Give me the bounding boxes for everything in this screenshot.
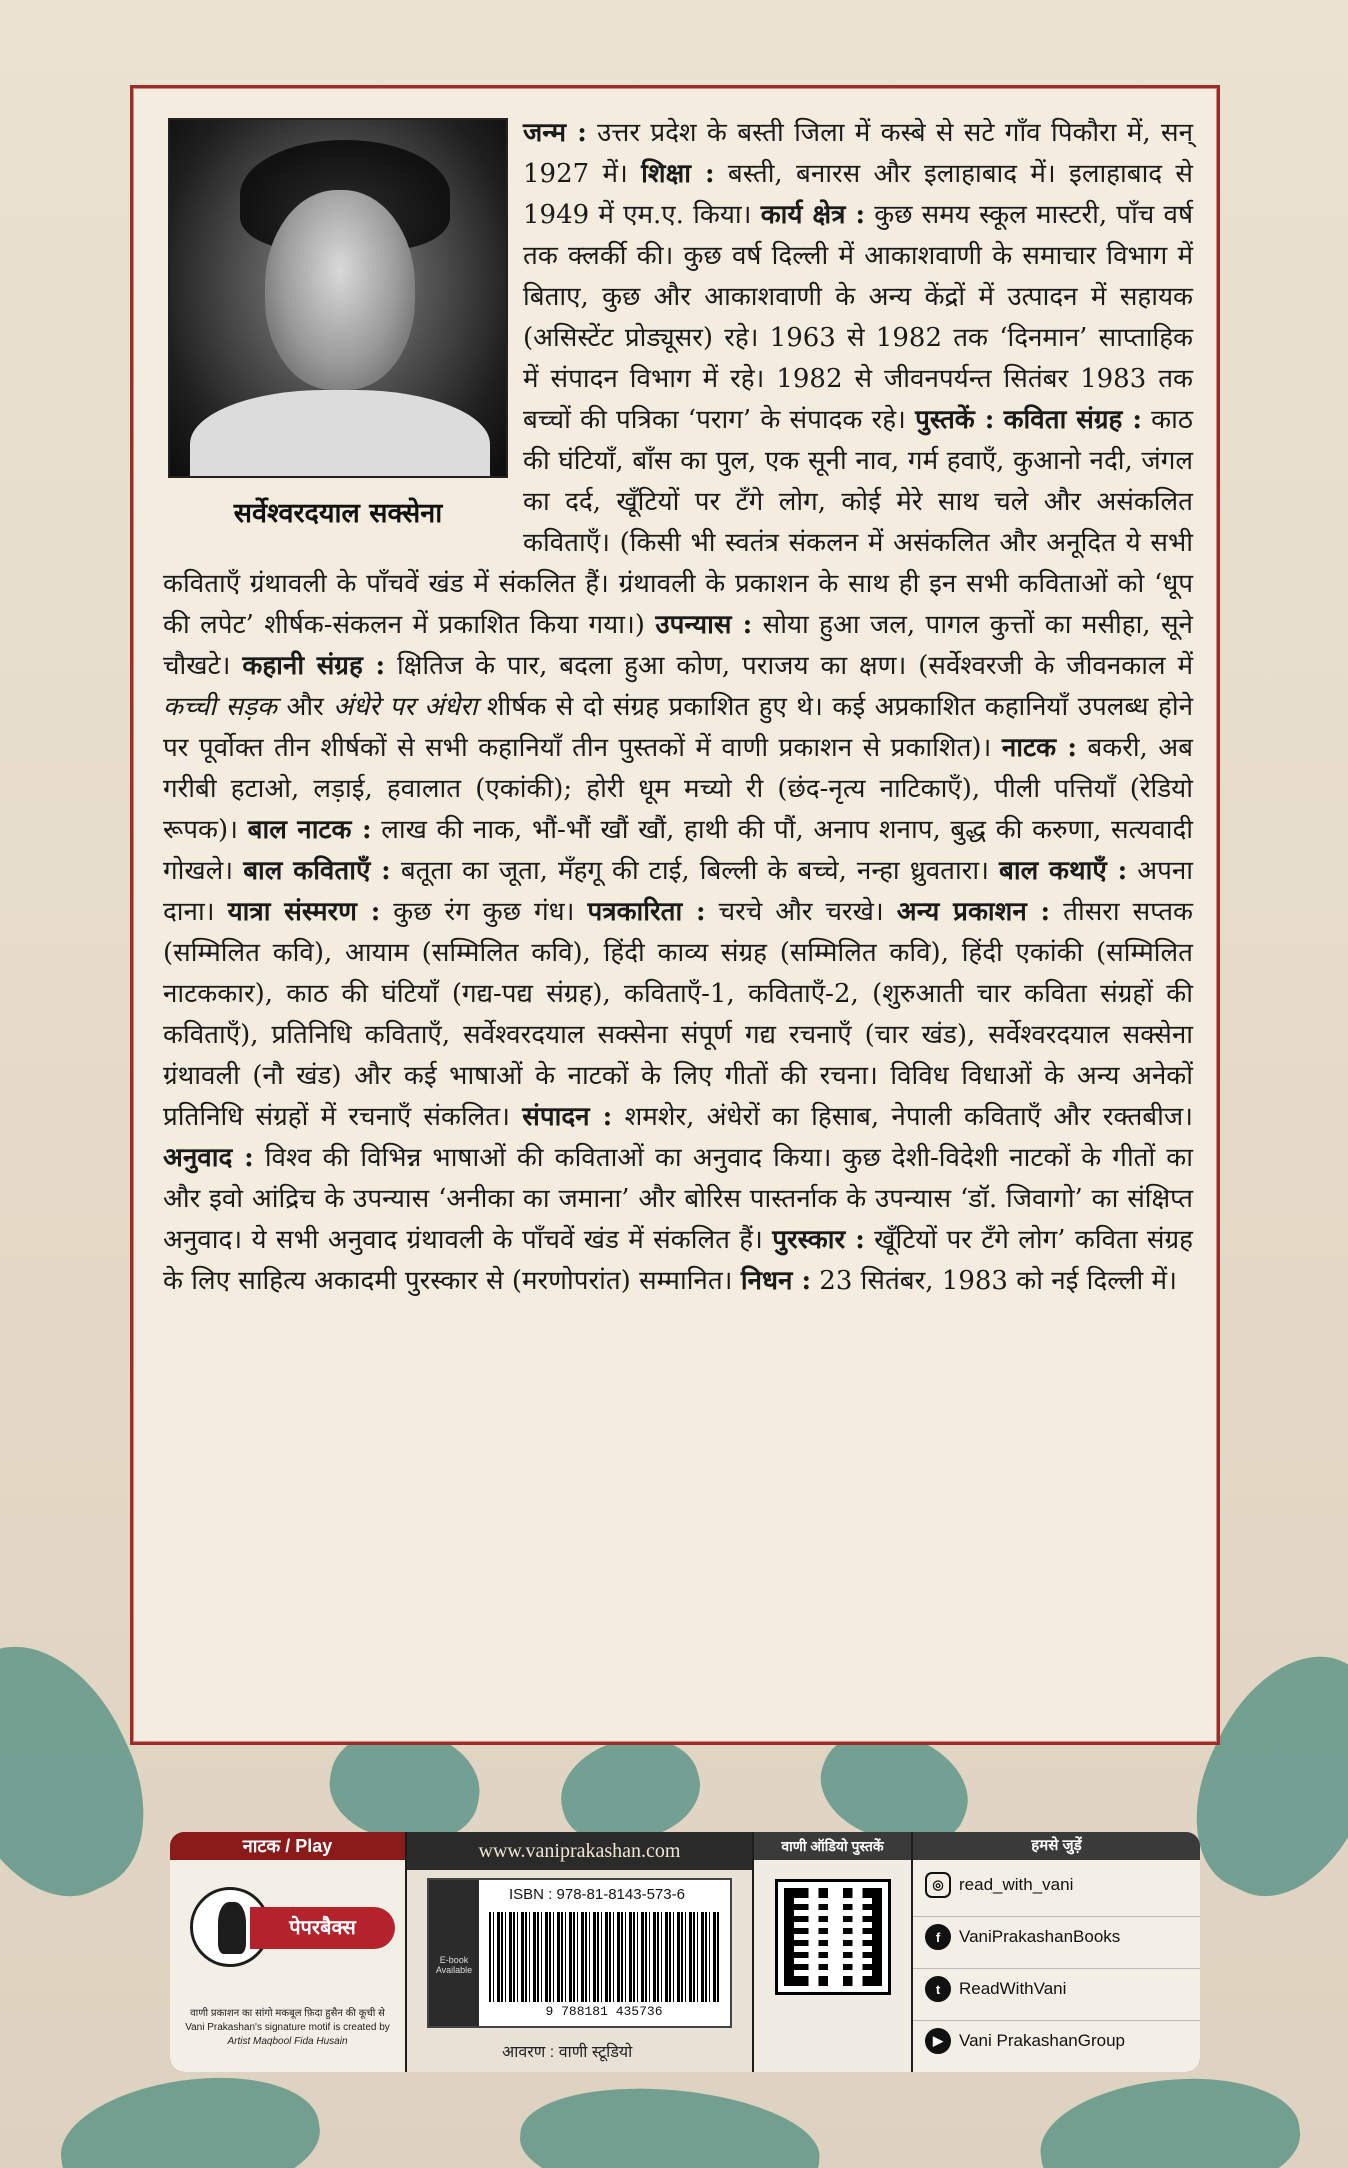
label-story: कहानी संग्रह : [242,651,386,681]
poetry-text: काठ की घंटियाँ, बाँस का पुल, एक सूनी नाव, गर्म हवाएँ, कुआनो नदी, जंगल का दर्द, खूँटियों पर टँगे लोग, कोई मेरे साथ चले और असंकलित कविताएँ। (किसी भी स्वतंत्र संकलन में असंकलित और अनूदित ये सभी कविताएँ ग्रंथावली के पाँचवें खंड में संकलित हैं। ग्रंथावली के प्रकाशन के साथ ही इन सभी कविताओं को ‘धूप की लपेट’ शीर्षक-संकलन में प्रकाशित किया गया।) [163,405,1193,640]
story-text-b: और [276,692,334,722]
travel-text: कुछ रंग कुछ गंध। [380,897,588,927]
label-award: पुरस्कार : [772,1225,865,1255]
ebook-badge: E-book Available [429,1880,479,2026]
story-text-c: शीर्षक से दो संग्रह प्रकाशित हुए थे। कई अप्रकाशित कहानियाँ उपलब्ध होने पर पूर्वोक्त तीन शीर्षकों से सभी कहानियाँ तीन पुस्तकों में वाणी प्रकाशन से प्रकाशित)। [163,692,1193,763]
isbn-barcode-box [427,1878,732,2028]
facebook-icon: f [925,1924,951,1950]
label-education: शिक्षा : [641,159,715,189]
novel-text: सोया हुआ जल, पागल कुत्तों का मसीहा, सूने चौखटे। [163,610,1193,681]
author-caption: सर्वेश्वरदयाल सक्सेना [233,498,443,529]
facebook-handle: VaniPrakashanBooks [959,1927,1121,1946]
education-text: बस्ती, बनारस और इलाहाबाद में। इलाहाबाद से 1949 में एम.ए. किया। [523,159,1193,230]
label-poetry: कविता संग्रह : [1003,405,1142,435]
story-title-1: कच्ची सड़क [163,692,277,722]
twitter-icon: t [925,1976,951,2002]
social-heading: हमसे जुड़ें [913,1832,1200,1860]
biography-panel [130,85,1220,1745]
label-travel: यात्रा संस्मरण : [227,897,381,927]
drama-text: बकरी, अब गरीबी हटाओ, लड़ाई, हवालात (एकांकी); होरी धूम मच्यो री (छंद-नृत्य नाटिकाएँ), पीली पत्तियाँ (रेडियो रूपक)। [163,733,1193,845]
motif-note-english: Vani Prakashan's signature motif is created by [185,2022,390,2033]
audio-books-panel [754,1832,911,2072]
label-child-drama: बाल नाटक : [247,815,372,845]
biography-text [163,113,1193,1302]
social-twitter[interactable] [925,1976,1066,2002]
label-death: निधन : [740,1266,812,1296]
work-text: कुछ समय स्कूल मास्टरी, पाँच वर्ष तक क्लर्की की। कुछ वर्ष दिल्ली में आकाशवाणी के समाचार विभाग में बिताए, कुछ और आकाशवाणी के अन्य केंद्रों में उत्पादन में सहायक (असिस्टेंट प्रोड्यूसर) रहे। 1963 से 1982 तक ‘दिनमान’ साप्ताहिक में संपादन विभाग में रहे। 1982 से जीवनपर्यन्त सितंबर 1983 तक बच्चों की पत्रिका ‘पराग’ के संपादक रहे। [523,200,1194,435]
child-stories-text: अपना दाना। [163,856,1194,927]
editing-text: शमशेर, अंधेरों का हिसाब, नेपाली कविताएँ और रक्तबीज। [612,1102,1194,1132]
leaf-motif [1034,2067,1305,2168]
label-translation: अनुवाद : [163,1143,254,1173]
social-instagram[interactable] [925,1872,1073,1898]
label-novel: उपन्यास : [655,610,753,640]
cover-credit: आवरण : वाणी स्टूडियो [502,2044,633,2061]
child-drama-text: लाख की नाक, भौं-भौं खौं खौं, हाथी की पौं, अनाप शनाप, बुद्ध की करुणा, सत्यवादी गोखले। [163,815,1193,886]
youtube-icon: ▶ [925,2028,951,2054]
website-link[interactable]: www.vaniprakashan.com [407,1832,752,1870]
child-poems-text: बतूता का जूता, मँहगू की टाई, बिल्ली के बच्चे, नन्हा ध्रुवतारा। [390,856,999,886]
imprint-badge: पेपरबैक्स [250,1907,395,1949]
label-editing: संपादन : [522,1102,613,1132]
award-text: खूँटियों पर टँगे लोग’ कविता संग्रह के लिए साहित्य अकादमी पुरस्कार से (मरणोपरांत) सम्मानित। [163,1225,1193,1296]
story-text-a: क्षितिज के पार, बदला हुआ कोण, पराजय का क्षण। (सर्वेश्वरजी के जीवनकाल में [385,651,1194,681]
qr-code-icon[interactable] [778,1882,888,1992]
genre-label: नाटक / Play [170,1832,405,1860]
barcode-number: 9 788181 435736 [545,2004,663,2019]
barcode-icon [489,1912,719,2002]
label-drama: नाटक : [1001,733,1077,763]
other-text: तीसरा सप्तक (सम्मिलित कवि), आयाम (सम्मिलित कवि), हिंदी काव्य संग्रह (सम्मिलित कवि), हिंदी एकांकी (सम्मिलित नाटककार), काठ की घंटियाँ (गद्य-पद्य संग्रह), कविताएँ-1, कविताएँ-2, (शुरुआती चार कविता संग्रहों की कविताएँ), प्रतिनिधि कविताएँ, सर्वेश्वरदयाल सक्सेना संपूर्ण गद्य रचनाएँ (चार खंड), सर्वेश्वरदयाल सक्सेना ग्रंथावली (नौ खंड) और कई भाषाओं के नाटकों के लिए गीतों की रचना। विविध विधाओं के अन्य अनेकों प्रतिनिधि संग्रहों में रचनाएँ संकलित। [163,897,1194,1132]
instagram-icon: ◎ [925,1872,951,1898]
leaf-motif [516,2077,824,2168]
motif-artist: Artist Maqbool Fida Husain [227,2036,348,2047]
audio-books-heading: वाणी ऑडियो पुस्तकें [754,1832,911,1860]
story-title-2: अंधेरे पर अंधेरा [333,692,478,722]
isbn-text: ISBN : 978-81-8143-573-6 [509,1886,685,1903]
motif-note [176,2007,399,2049]
death-text: 23 सितंबर, 1983 को नई दिल्ली में। [811,1266,1177,1296]
instagram-handle: read_with_vani [959,1875,1074,1894]
label-child-stories: बाल कथाएँ : [999,856,1128,886]
label-books: पुस्तकें : [915,405,995,435]
label-child-poems: बाल कविताएँ : [243,856,391,886]
social-youtube[interactable] [925,2028,1125,2054]
birth-text: उत्तर प्रदेश के बस्ती जिला में कस्बे से सटे गाँव पिकौरा में, सन् 1927 में। [523,118,1194,189]
label-birth: जन्म : [523,118,587,148]
leaf-motif [53,2062,327,2168]
isbn-panel [407,1832,752,2072]
twitter-handle: ReadWithVani [959,1979,1067,1998]
imprint-panel [170,1832,405,2072]
translation-text: विश्व की विभिन्न भाषाओं की कविताओं का अनुवाद किया। कुछ देशी-विदेशी नाटकों के गीतों का और इवो आंद्रिच के उपन्यास ‘अनीका का जमाना’ और बोरिस पास्तर्नाक के उपन्यास ‘डॉ. जिवागो’ का संक्षिप्त अनुवाद। ये सभी अनुवाद ग्रंथावली के पाँचवें खंड में संकलित हैं। [163,1143,1193,1255]
label-work: कार्य क्षेत्र : [760,200,866,230]
label-other: अन्य प्रकाशन : [896,897,1051,927]
social-panel [913,1832,1200,2072]
publisher-info-strip [170,1832,1200,2072]
journalism-text: चरचे और चरखे। [705,897,897,927]
youtube-handle: Vani PrakashanGroup [959,2031,1126,2050]
motif-note-hindi: वाणी प्रकाशन का सांगो मकबूल फ़िदा हुसैन की कूची से [190,2008,385,2019]
social-facebook[interactable] [925,1924,1120,1950]
label-journalism: पत्रकारिता : [587,897,706,927]
